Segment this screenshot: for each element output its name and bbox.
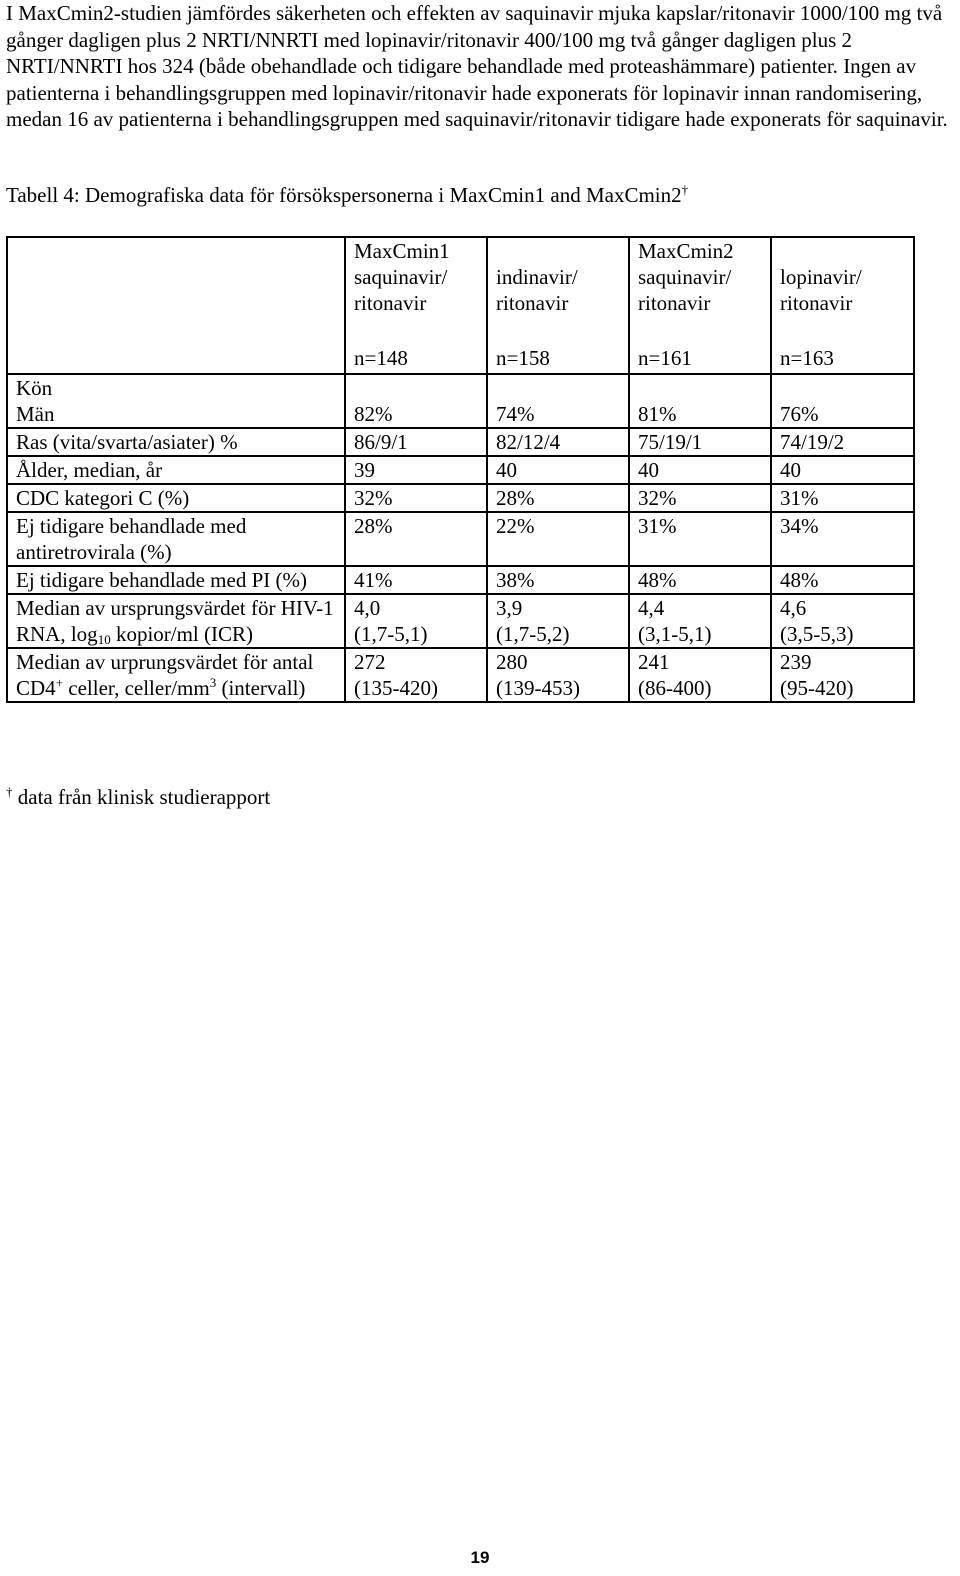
caption-text: Tabell 4: Demografiska data för försökspersonerna i MaxCmin1 and MaxCmin2 — [6, 183, 682, 207]
cell-value: 32% — [345, 484, 487, 512]
cell-value — [629, 648, 771, 702]
row-label-text: celler, celler/mm — [63, 676, 210, 700]
cell-value: 48% — [629, 566, 771, 594]
row-label-superscript: 3 — [209, 675, 217, 690]
cell-range: (95-420) — [780, 676, 854, 700]
row-label-text: kopior/ml (ICR) — [110, 622, 254, 646]
header-drug-label: ritonavir — [354, 291, 427, 315]
cell-text: 4,0 — [354, 596, 381, 620]
cell-text: 81% — [638, 402, 677, 426]
header-maxcmin1-sqv — [345, 237, 487, 374]
cell-range: (139-453) — [496, 676, 580, 700]
row-label: Ras (vita/svarta/asiater) % — [7, 428, 345, 456]
header-n: n=161 — [638, 346, 692, 370]
table-row-alder — [7, 456, 914, 484]
cell-text: 280 — [496, 650, 528, 674]
page-number: 19 — [470, 1548, 490, 1567]
cell-value — [771, 648, 914, 702]
cell-range: (1,7-5,2) — [496, 622, 570, 646]
cell-value: 74/19/2 — [771, 428, 914, 456]
table-row-ej-pi — [7, 566, 914, 594]
table-row-kon — [7, 374, 914, 428]
cell-value: 82/12/4 — [487, 428, 629, 456]
cell-value: 40 — [629, 456, 771, 484]
row-label-subscript: 10 — [97, 632, 111, 647]
header-row — [7, 237, 914, 374]
header-drug-label: saquinavir/ — [354, 265, 448, 289]
header-drug-label: lopinavir/ — [780, 265, 862, 289]
cell-value — [345, 374, 487, 428]
header-study-label: MaxCmin1 — [354, 239, 450, 263]
row-label-text: (intervall) — [216, 676, 306, 700]
table-row-cdc — [7, 484, 914, 512]
cell-value — [345, 594, 487, 648]
cell-value: 75/19/1 — [629, 428, 771, 456]
cell-value — [487, 594, 629, 648]
header-drug-label: ritonavir — [496, 291, 569, 315]
cell-text: 74% — [496, 402, 535, 426]
cell-value: 40 — [771, 456, 914, 484]
cell-value: 32% — [629, 484, 771, 512]
table-footnote — [6, 784, 270, 810]
cell-text: 3,9 — [496, 596, 523, 620]
header-maxcmin2-lpv — [771, 237, 914, 374]
header-empty-cell — [7, 237, 345, 374]
row-label — [7, 374, 345, 428]
cell-value — [629, 594, 771, 648]
cell-value: 40 — [487, 456, 629, 484]
cell-range: (135-420) — [354, 676, 438, 700]
cell-text: 82% — [354, 402, 393, 426]
cell-value: 38% — [487, 566, 629, 594]
header-drug-label: indinavir/ — [496, 265, 578, 289]
cell-value: 28% — [345, 512, 487, 566]
cell-text: 4,4 — [638, 596, 665, 620]
cell-range: (1,7-5,1) — [354, 622, 428, 646]
row-label: CDC kategori C (%) — [7, 484, 345, 512]
cell-text: 76% — [780, 402, 819, 426]
cell-value: 41% — [345, 566, 487, 594]
footnote-dagger: † — [6, 784, 13, 799]
intro-text-2: Ingen av patienterna i behandlingsgruppen med lopinavir/ritonavir hade exponerats för lopinavir innan randomisering, medan 16 av patienterna i behandlingsgruppen med saquinavir/ritonavir tidigare hade exponerats för saquinavir. — [6, 54, 948, 131]
cell-value — [487, 374, 629, 428]
row-label-superscript: + — [55, 675, 64, 690]
header-drug-label: saquinavir/ — [638, 265, 732, 289]
cell-range: (86-400) — [638, 676, 712, 700]
cell-value: 34% — [771, 512, 914, 566]
cell-text: 272 — [354, 650, 386, 674]
table-caption — [6, 182, 954, 208]
footnote-text: data från klinisk studierapport — [12, 785, 271, 809]
cell-value — [629, 374, 771, 428]
cell-value — [487, 648, 629, 702]
intro-paragraph — [6, 0, 954, 133]
cell-range: (3,5-5,3) — [780, 622, 854, 646]
cell-range: (3,1-5,1) — [638, 622, 712, 646]
cell-value — [771, 374, 914, 428]
row-label: Ej tidigare behandlade med antiretrovirala (%) — [7, 512, 345, 566]
header-maxcmin1-idv — [487, 237, 629, 374]
cell-value: 22% — [487, 512, 629, 566]
cell-value: 39 — [345, 456, 487, 484]
intro-text-1: I MaxCmin2-studien jämfördes säkerheten och effekten av saquinavir mjuka kapslar/ritonavir 1000/100 mg två gånger dagligen plus 2 NRTI/NNRTI med lopinavir/ritonavir 400/100 mg två gånger dagligen plus 2 NRTI/NNRTI hos 324 (både obehandlade och tidigare behandlade med proteashämmare) patienter. — [6, 1, 943, 78]
row-group-label: Kön — [16, 376, 53, 400]
row-label — [7, 648, 345, 702]
cell-text: 4,6 — [780, 596, 807, 620]
cell-value: 86/9/1 — [345, 428, 487, 456]
header-maxcmin2-sqv — [629, 237, 771, 374]
table-row-ej-arv — [7, 512, 914, 566]
cell-text: 239 — [780, 650, 812, 674]
demographics-table — [6, 236, 915, 703]
cell-value: 31% — [771, 484, 914, 512]
cell-value: 28% — [487, 484, 629, 512]
header-study-label: MaxCmin2 — [638, 239, 734, 263]
row-label: Ålder, median, år — [7, 456, 345, 484]
row-label — [7, 594, 345, 648]
table-row-hiv-rna — [7, 594, 914, 648]
cell-value — [771, 594, 914, 648]
cell-value: 31% — [629, 512, 771, 566]
header-n: n=158 — [496, 346, 550, 370]
header-drug-label: ritonavir — [780, 291, 853, 315]
header-n: n=148 — [354, 346, 408, 370]
row-sub-label: Män — [16, 402, 55, 426]
header-n: n=163 — [780, 346, 834, 370]
table-row-cd4 — [7, 648, 914, 702]
row-label-text: Median av urprungsvärdet för antal CD4 — [16, 650, 314, 700]
cell-value — [345, 648, 487, 702]
caption-dagger: † — [681, 182, 689, 197]
row-label: Ej tidigare behandlade med PI (%) — [7, 566, 345, 594]
table-row-ras — [7, 428, 914, 456]
cell-text: 241 — [638, 650, 670, 674]
row-label-text: Median av ursprungsvärdet för HIV-1 RNA, log — [16, 596, 334, 646]
cell-value: 48% — [771, 566, 914, 594]
header-drug-label: ritonavir — [638, 291, 711, 315]
